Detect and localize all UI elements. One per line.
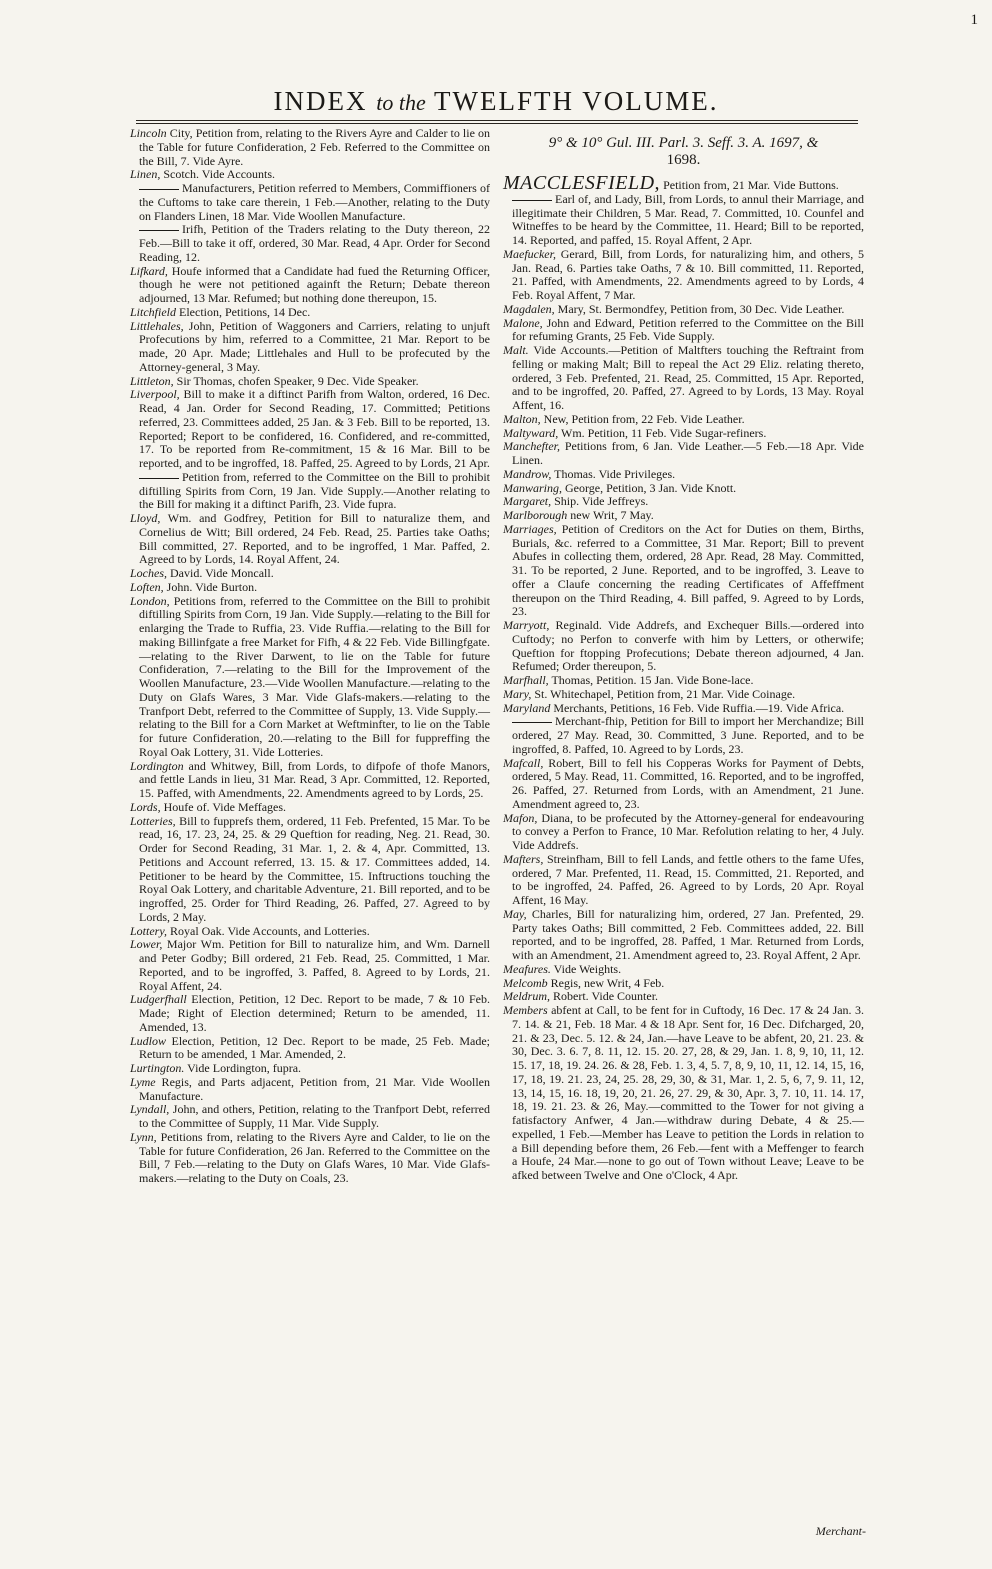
entry-headword: Maltyward, (503, 425, 559, 440)
entry-headword: Littleton, (130, 373, 174, 388)
index-entry (503, 193, 864, 248)
ditto-rule (512, 200, 552, 201)
header-rule (136, 120, 858, 124)
entry-headword: Lower, (130, 937, 163, 952)
entry-headword: Lords, (130, 799, 161, 814)
entry-text: Vide Weights. (550, 961, 622, 976)
entry-headword: Lotteries, (130, 813, 176, 828)
index-entry (130, 471, 490, 512)
entry-text: Houfe informed that a Candidate had fued the Returning Officer, though he were not petitioned againft the Return; Debate thereon adjourned, 13 Mar. Refumed; but nothing done thereupon, 15. (139, 263, 490, 305)
entry-headword: Meafures. (503, 961, 551, 976)
entry-headword: Mandrow, (503, 466, 552, 481)
entry-text: Regis, new Writ, 4 Feb. (547, 975, 665, 990)
index-entry (503, 963, 864, 977)
entry-headword: London, (130, 593, 170, 608)
index-entry (503, 468, 864, 482)
index-entry (503, 688, 864, 702)
entry-text: Election, Petition, 12 Dec. Report to be made, 7 & 10 Feb. Made; Right of Election determined; Return to be amended, 11. Amended, 13. (139, 992, 490, 1034)
entry-headword: Meldrum, (503, 989, 550, 1004)
entry-headword: MACCLESFIELD, (503, 172, 661, 194)
entry-text: Petition from, referred to the Committee on the Bill to prohibit diftilling Spirits from Corn, 19 Jan. Vide Supply.—Another relating to the Bill for making it a diftinct Parifh, 23. Vide fupra. (139, 469, 490, 512)
entry-text: Diana, to be profecuted by the Attorney-general for endeavouring to convey a Perfon to France, 10 Mar. Refolution relating to her, 4 July. Vide Addrefs. (512, 810, 864, 852)
entry-text: Irifh, Petition of the Traders relating to the Duty thereon, 22 Feb.—Bill to take it off, ordered, 30 Mar. Read, 4 Apr. Order for Second Reading, 12. (139, 222, 490, 264)
running-head-middle: to the (376, 90, 426, 115)
entry-text: Petition from, 21 Mar. Vide Buttons. (660, 178, 839, 192)
entry-headword: Lordington (130, 758, 184, 773)
entry-headword: Litchfield (130, 304, 176, 319)
entry-headword: Lincoln (130, 126, 167, 140)
entry-headword: Loches, (130, 566, 167, 580)
index-entry (130, 306, 490, 320)
entry-headword: Maefucker, (503, 246, 556, 261)
entry-headword: Ludlow (130, 1033, 167, 1048)
entry-text: Earl of, and Lady, Bill, from Lords, to annul their Marriage, and illegitimate their Children, 5 Mar. Read, 7. Committed, 10. Counfel and Witneffes to be heard by the Committee, 11. Heard; Bill to be reported, 14. Reported, and paffed, 15. Royal Affent, 2 Apr. (512, 191, 864, 247)
index-entry (130, 265, 490, 306)
entry-text: Thomas. Vide Privileges. (551, 466, 676, 481)
index-entry (130, 925, 490, 939)
entry-text: Sir Thomas, chofen Speaker, 9 Dec. Vide Speaker. (173, 373, 419, 388)
entry-headword: Lyndall, (130, 1102, 170, 1117)
entry-headword: Ludgerfhall (130, 992, 187, 1007)
ditto-rule (139, 189, 179, 190)
index-entry (503, 427, 864, 441)
index-entry (130, 1103, 490, 1131)
index-entry (130, 993, 490, 1034)
entry-text: abfent at Call, to be fent for in Cuftody, 16 Dec. 17 & 24 Jan. 3. 7. 14. & 21, Feb. 18 Mar. 4 & 18 Apr. Sent for, 16 Dec. Difcharged, 20, 21. & 23, Dec. 5. 12. & 24, Jan.—have Leave to be abfent, 20, 21. 23. & 30, Dec. 3. 6. 7, 8. 11, 12. 15. 20. 27, 28, & 29, Jan. 1. 8, 9, 10, 11, 12. 15. 17, 18, 19. 24. 26. & 28, Feb. 1. 3, 4, 5. 7, 8, 9, 10, 11, 12. 14, 15, 16, 17, 18, 19. 21. 23, 24, 25. 28, 29, 30, & 31, Mar. 1, 2. 5, 6, 7, 9. 11, 12, 13, 14, 15, 16. 18, 19, 20, 21. 26, 27. 29, & 30, Apr. 3, 7. 10, 11. 14. 17, 18, 19. 21. 23. & 26, May.—committed to the Tower for not giving a fatisfactory Anfwer, 4 Jan.—withdraw during Debate, 4 & 25.—expelled, 1 Feb.—Member has Leave to petition the Lords in relation to a Bill depending before them, 26 Feb.—fent with a Meffenger to fearch a Houfe, 24 Mar.—none to go out of Town without Leave; Leave to be afked between Twelve and One o'Clock, 4 Apr. (512, 1003, 864, 1182)
entry-text: and Whitwey, Bill, from Lords, to difpofe of thofe Manors, and fettle Lands in lieu, 31 Mar. Read, 3 Apr. Committed, 12. Reported, 15. Paffed, with Amendments, 22. Amendments agreed to by Lords, 25. (139, 758, 490, 800)
entry-text: Vide Lordington, fupra. (184, 1061, 302, 1075)
index-entry (503, 482, 864, 496)
entry-text: Vide Accounts.—Petition of Maltfters touching the Reftraint from felling or making Malt; Bill to repeal the Act 29 Eliz. relating thereto, ordered, 3 Feb. Prefented, 21. Read, 25. Committed, 15 Apr. Reported, and to be ingroffed, 20. Paffed, 27. Agreed to by Lords, 13 May. Royal Affent, 16. (512, 343, 864, 412)
index-entry (130, 182, 490, 223)
entry-text: John, Petition of Waggoners and Carriers, relating to unjuft Profecutions by him, referred to a Committee, 21 Mar. Report to be made, 20 Apr. Made; Littlehales and Hull to be profecuted by the Attorney-general, 3 May. (139, 318, 490, 374)
index-entry (503, 248, 864, 303)
page-number: 1 (970, 12, 978, 28)
index-entry (503, 495, 864, 509)
index-entry (503, 853, 864, 908)
index-entry (503, 344, 864, 413)
index-entry (503, 674, 864, 688)
entry-headword: Malt. (503, 343, 529, 357)
index-entry (503, 440, 864, 468)
index-entry (503, 812, 864, 853)
ditto-rule (139, 478, 179, 479)
index-entry (130, 168, 490, 182)
entry-text: Wm. and Godfrey, Petition for Bill to naturalize them, and Cornelius de Witt; Bill ordered, 24 Feb. Read, 25. Parties take Oaths; Bill committed, 27. Reported, and to be ingroffed, 1 Mar. Paffed, 2. Agreed to by Lords, 14. Royal Affent, 24. (139, 511, 490, 567)
entry-headword: Mafcall, (503, 755, 544, 770)
entry-text: Houfe of. Vide Meffages. (160, 799, 287, 814)
entry-text: Scotch. Vide Accounts. (160, 167, 276, 182)
entry-headword: Marlborough (503, 508, 568, 522)
entry-headword: Mary, (503, 686, 532, 701)
entry-headword: Manwaring, (503, 480, 563, 495)
entry-text: Bill to make it a diftinct Parifh from Walton, ordered, 16 Dec. Read, 4 Jan. Order for Second Reading, 17. Committed; Petitions referred, 23. Committees added, 25 Jan. & 3 Feb. Bill to be reported, 13. Reported; Report to be confidered, 16. Confidered, and re-committed, 17. To be reported from Re-commitment, 15 & 16 Mar. Bill to be reported, and to be ingroffed, 18. Paffed, 25. Agreed to by Lords, 21 Apr. (139, 387, 490, 470)
entry-text: Royal Oak. Vide Accounts, and Lotteries. (167, 923, 370, 938)
entry-headword: Mafters, (503, 851, 544, 866)
index-entry (130, 760, 490, 801)
right-column (503, 127, 864, 1183)
entry-text: Streinfham, Bill to fell Lands, and fettle others to the fame Ufes, ordered, 7 Mar. Prefented, 11. Read, 15. Committed, 21. Reported, and to be ingroffed, 24. Paffed, 26. Agreed to by Lords, 20 Apr. Royal Affent, 16 May. (512, 851, 864, 907)
entry-headword: Margaret, (503, 494, 552, 509)
entry-text: Regis, and Parts adjacent, Petition from, 21 Mar. Vide Woollen Manufacture. (139, 1074, 490, 1103)
entry-headword: Maryland (503, 700, 551, 715)
running-head-prefix: INDEX (273, 86, 368, 116)
index-entry (503, 413, 864, 427)
entry-text: John. Vide Burton. (163, 579, 258, 594)
index-entry (130, 375, 490, 389)
index-entry (503, 1004, 864, 1183)
entry-text: Merchant-fhip, Petition for Bill to import her Merchandize; Bill ordered, 27 May. Read, 30. Committed, 3 June. Reported, and to be ingroffed, 8. Paffed, 10. Agreed to by Lords, 23. (512, 714, 864, 756)
entry-headword: Lyme (130, 1074, 156, 1089)
entry-text: John and Edward, Petition referred to the Committee on the Bill for refuming Grants, 25 Feb. Vide Supply. (512, 315, 864, 344)
entry-headword: Lottery, (130, 923, 168, 938)
index-entry (130, 1131, 490, 1186)
entry-text: George, Petition, 3 Jan. Vide Knott. (562, 480, 737, 495)
entry-headword: Marfhall, (503, 673, 549, 687)
entry-headword: Malton, (503, 411, 541, 426)
catchword: Merchant- (815, 1524, 866, 1538)
entry-text: Robert. Vide Counter. (550, 989, 659, 1004)
entry-text: Robert, Bill to fell his Copperas Works for Payment of Debts, ordered, 5 May. Read, 11. Committed, 16. Reported, and to be ingroffed, 26. Paffed, 27. Returned from Lords, with an Amendment, 21 June. Amendment agreed to, 23. (512, 755, 864, 811)
index-entry (130, 1035, 490, 1063)
entry-headword: Linen, (130, 167, 161, 182)
index-entry (503, 702, 864, 716)
index-entry (130, 320, 490, 375)
entry-text: Bill to fupprefs them, ordered, 11 Feb. Prefented, 15 Mar. To be read, 16, 17. 23, 24, 25. & 29 Queftion for reading, Neg. 21. Read, 30. Order for Second Reading, 31 Mar. 1, 2. & 4, Apr. Committed, 13. Petitions and Account referred, 13. 15. & 17. Committees added, 14. Petitioner to be heard by the Committee, 15. Inftructions touching the Royal Oak Lottery, and charitable Adventure, 21. Bill reported, and to be ingroffed, 25. Order for Third Reading, 26. Paffed, 27. Agreed to by Lords, 2 May. (139, 813, 490, 924)
index-entry (130, 223, 490, 264)
entry-headword: Marriages, (503, 521, 557, 536)
entry-headword: Lynn, (130, 1129, 157, 1144)
index-entry (503, 523, 864, 619)
index-entry (130, 512, 490, 567)
entry-text: Thomas, Petition. 15 Jan. Vide Bone-lace. (548, 673, 754, 687)
entry-text: Major Wm. Petition for Bill to naturalize him, and Wm. Darnell and Peter Godby; Bill ordered, 21 Feb. Read, 25. Committed, 1 Mar. Reported, and to be ingroffed, 3. Paffed, 8. Agreed to by Lords, 21. Royal Affent, 24. (139, 937, 490, 993)
entry-text: City, Petition from, relating to the Rivers Ayre and Calder to lie on the Table for future Confideration, 2 Feb. Referred to the Committee on the Bill, 7. Vide Ayre. (139, 126, 490, 168)
entry-headword: Loften, (130, 579, 164, 594)
entry-text: David. Vide Moncall. (167, 566, 274, 580)
entry-text: Mary, St. Bermondfey, Petition from, 30 Dec. Vide Leather. (554, 301, 845, 316)
entry-text: Ship. Vide Jeffreys. (551, 494, 649, 509)
index-entry (503, 757, 864, 812)
entry-text: John, and others, Petition, relating to the Tranfport Debt, referred to the Committee of Supply, 11 Mar. Vide Supply. (139, 1102, 490, 1130)
index-entry (503, 303, 864, 317)
index-entry (130, 127, 490, 168)
index-entry (503, 317, 864, 345)
index-entry (130, 938, 490, 993)
running-head (0, 86, 992, 118)
running-head-suffix: TWELFTH VOLUME. (434, 86, 719, 116)
index-entry (503, 509, 864, 523)
index-entry (503, 977, 864, 991)
session-line-2: 1698. (666, 152, 701, 168)
entry-headword: Manchefter, (503, 439, 560, 454)
index-entry (130, 581, 490, 595)
entry-headword: May, (503, 906, 527, 921)
entry-text: Election, Petition, 12 Dec. Report to be made, 25 Feb. Made; Return to be amended, 1 Mar. Amended, 2. (139, 1033, 490, 1062)
entry-text: Petitions from, 6 Jan. Vide Leather.—5 Feb.—18 Apr. Vide Linen. (512, 439, 864, 467)
ditto-rule (139, 230, 179, 231)
index-entry (503, 715, 864, 756)
entry-text: Gerard, Bill, from Lords, for naturalizing him, and others, 5 Jan. Read, 6. Parties take Oaths, 7 & 10. Bill committed, 11. Reported, 21. Paffed, with Amendments, 22. Amendments agreed to by Lords, 4 Feb. Royal Affent, 7 Mar. (512, 246, 864, 302)
entry-text: new Writ, 7 May. (567, 508, 654, 522)
index-entry (130, 1076, 490, 1104)
index-entry (130, 388, 490, 471)
entry-text: New, Petition from, 22 Feb. Vide Leather. (540, 411, 745, 426)
entry-headword: Mafon, (503, 810, 538, 825)
entry-headword: Marryott, (503, 618, 550, 632)
index-entry (130, 567, 490, 581)
index-entry (503, 619, 864, 674)
entry-text: Charles, Bill for naturalizing him, ordered, 27 Jan. Prefented, 29. Party takes Oaths; Bill committed, 2 Feb. Committees added, 22. Bill reported, and to be ingroffed, 28. Paffed, 1 Mar. Returned from Lords, with an Amendment, 21. Amendment agreed to, 23. Royal Affent, 2 Apr. (512, 906, 864, 962)
ditto-rule (512, 722, 552, 723)
entry-headword: Liverpool, (130, 387, 180, 402)
entry-text: Election, Petitions, 14 Dec. (176, 304, 311, 319)
index-entry (130, 1062, 490, 1076)
index-entry (503, 908, 864, 963)
entry-headword: Lurtington. (130, 1061, 185, 1075)
entry-text: Wm. Petition, 11 Feb. Vide Sugar-refiners. (558, 425, 767, 440)
entry-headword: Littlehales, (130, 318, 184, 333)
index-entry (130, 595, 490, 760)
index-entry (503, 990, 864, 1004)
left-column (130, 127, 490, 1186)
entry-headword: Malone, (503, 315, 543, 330)
index-entry (130, 815, 490, 925)
index-entry (503, 172, 864, 194)
entry-headword: Lloyd, (130, 511, 161, 525)
entry-text: Petition of Creditors on the Act for Duties on them, Births, Burials, &c. referred to a Committee, 31 Mar. Report; Bill to prevent Abufes in collecting them, ordered, 28 Apr. Read, 28 May. Committed, 31. To be reported, 2 June. Reported, and to be ingroffed, 3. Leave to offer a Claufe concerning the reading Certificates of Affeffment thereupon on the Third Reading, 4. Bill paffed, 9. Agreed to by Lords, 23. (512, 521, 864, 619)
entry-text: Merchants, Petitions, 16 Feb. Vide Ruffia.—19. Vide Africa. (550, 700, 845, 715)
entry-text: Manufacturers, Petition referred to Members, Commiffioners of the Cuftoms to take care therein, 1 Feb.—Another, relating to the Duty on Flanders Linen, 18 Mar. Vide Woollen Manufacture. (139, 181, 490, 223)
index-entry (130, 801, 490, 815)
entry-headword: Lifkard, (130, 263, 168, 278)
entry-headword: Magdalen, (503, 301, 555, 316)
entry-text: Petitions from, referred to the Committee on the Bill to prohibit diftilling Spirits from Corn, 19 Jan. Vide Supply.—relating to the Bill for enlarging the Trade to Ruffia, 23. Vide Ruffia.—relating to the Bill for making Billinfgate a free Market for Fifh, 4 & 22 Feb. Vide Billingfgate.—relating to the River Darwent, to lie on the Table for future Confideration, 7.—relating to the Bill for the Improvement of the Woollen Manufacture, 23.—Vide Woollen Manufacture.—relating to the Duty on Glafs Wares, 3 Mar. Vide Glafs-makers.—relating to the Tranfport Debt, referred to the Committee of Supply, 13. Vide Supply.—relating to the Bill for a Corn Market at Weftminfter, to lie on the Table for future Confideration, 20.—relating to the Bill for fuppreffing the Royal Oak Lottery, 31. Vide Lotteries. (139, 593, 490, 759)
right-column-entries (503, 172, 864, 1183)
session-heading (503, 135, 864, 169)
entry-text: Reginald. Vide Addrefs, and Exchequer Bills.—ordered into Cuftody; no Perfon to converfe with him by Letters, or otherwife; Queftion for ftopping Profecutions; Debate thereon adjourned, 4 Jan. Refumed; Order thereupon, 5. (512, 618, 864, 674)
entry-text: St. Whitechapel, Petition from, 21 Mar. Vide Coinage. (531, 686, 796, 701)
entry-headword: Members (503, 1003, 548, 1017)
entry-text: Petitions from, relating to the Rivers Ayre and Calder, to lie on the Table for future Confideration, 26 Jan. Referred to the Committee on the Bill, 7 Feb.—relating to the Duty on Glafs Wares, 10 Mar. Vide Glafs-makers.—relating to the Duty on Coals, 23. (139, 1129, 490, 1185)
session-line-1: 9° & 10° Gul. III. Parl. 3. Seff. 3. A. 1697, & (548, 135, 819, 151)
entry-headword: Melcomb (503, 975, 548, 990)
